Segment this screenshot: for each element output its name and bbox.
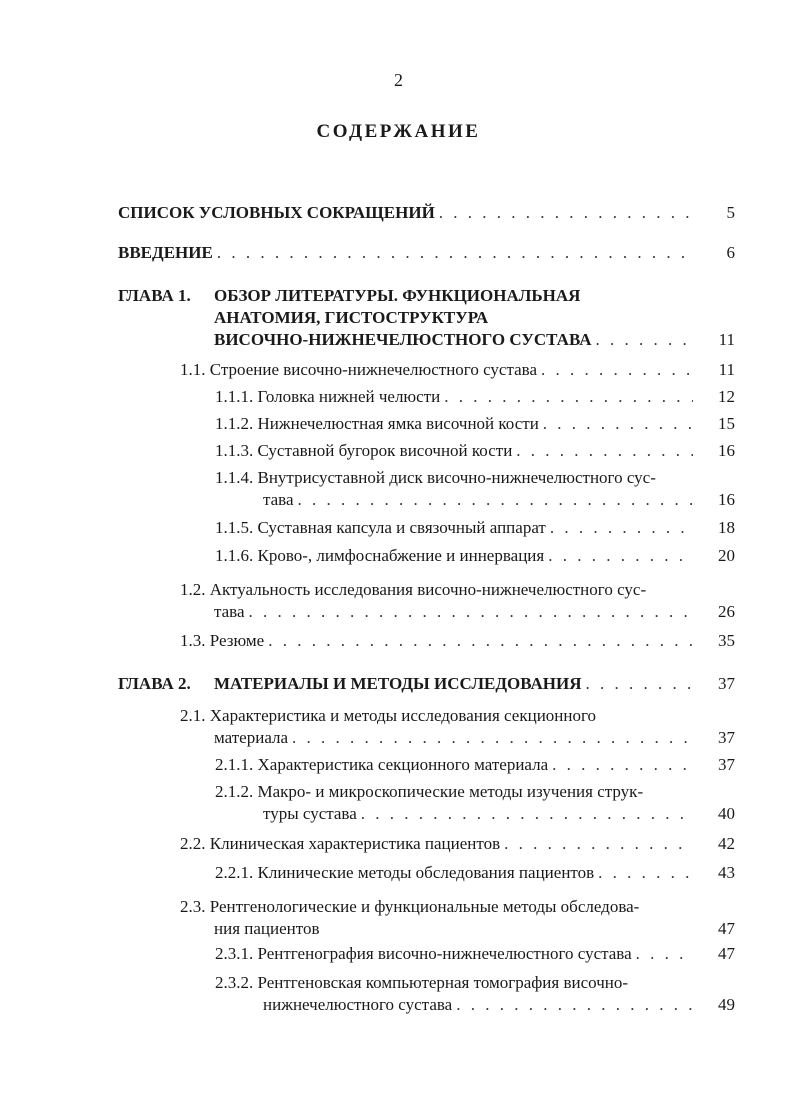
toc-page-number: 35	[718, 631, 735, 650]
toc-page-number: 47	[718, 944, 735, 963]
toc-entry-text: Клиническая характеристика пациентов	[209, 834, 501, 853]
toc-entry-text: Нижнечелюстная ямка височной кости	[257, 414, 539, 433]
leader-dots	[439, 202, 693, 224]
leader-dots	[516, 440, 693, 462]
toc-entry-1-1-1[interactable]	[215, 386, 735, 408]
toc-entry-text-line: туры сустава	[263, 804, 357, 823]
toc-page-number: 16	[718, 441, 735, 460]
leader-dots	[586, 673, 693, 695]
toc-entry-text: Строение височно-нижнечелюстного сустава	[209, 360, 537, 379]
toc-entry-1-1-2[interactable]	[215, 413, 735, 435]
leader-dots	[292, 727, 693, 749]
toc-page-number: 37	[718, 755, 735, 774]
toc-entry-text: СПИСОК УСЛОВНЫХ СОКРАЩЕНИЙ	[118, 203, 435, 222]
page-number: 2	[394, 70, 403, 90]
toc-entry-text-line: материала	[214, 728, 289, 747]
section-number: 2.1.1.	[215, 755, 254, 774]
toc-entry-text: Суставной бугорок височной кости	[257, 441, 513, 460]
section-number: 1.1.5.	[215, 518, 254, 537]
leader-dots	[361, 803, 693, 825]
toc-entry-1-1[interactable]	[180, 359, 735, 381]
leader-dots	[541, 359, 693, 381]
toc-page-number: 37	[718, 728, 735, 747]
toc-entry-introduction[interactable]	[118, 242, 735, 264]
toc-entry-text-line: ВИСОЧНО-НИЖНЕЧЕЛЮСТНОГО СУСТАВА	[214, 330, 592, 349]
toc-entry-text-line: Рентгеновская компьютерная томография височно-	[257, 973, 629, 992]
page-title: СОДЕРЖАНИЕ	[316, 121, 481, 142]
leader-dots	[504, 833, 693, 855]
toc-entry-2-1[interactable]	[180, 705, 735, 751]
leader-dots	[268, 630, 693, 652]
leader-dots	[249, 601, 693, 623]
toc-page-number: 5	[726, 203, 735, 222]
toc-page-number: 11	[718, 330, 735, 349]
section-number: 1.1.3.	[215, 441, 254, 460]
section-number: 1.1.1.	[215, 387, 254, 406]
section-number: 2.3.2.	[215, 973, 254, 992]
toc-page-number: 15	[718, 414, 735, 433]
leader-dots	[217, 242, 693, 264]
section-number: 1.2.	[180, 580, 206, 599]
leader-dots	[548, 545, 693, 567]
toc-entry-text: Головка нижней челюсти	[257, 387, 441, 406]
section-number: 1.1.4.	[215, 468, 254, 487]
toc-entry-text: Крово-, лимфоснабжение и иннервация	[257, 546, 545, 565]
section-number: 1.1.	[180, 360, 206, 379]
section-number: 1.3.	[180, 631, 206, 650]
leader-dots	[543, 413, 693, 435]
section-number: 2.3.1.	[215, 944, 254, 963]
toc-entry-text-line: АНАТОМИЯ, ГИСТОСТРУКТУРА	[214, 308, 489, 327]
toc-entry-text-line: нижнечелюстного сустава	[263, 995, 453, 1014]
toc-page-number: 37	[718, 674, 735, 693]
toc-page-number: 18	[718, 518, 735, 537]
toc-entry-2-3-1[interactable]	[215, 943, 735, 965]
section-number: 1.1.2.	[215, 414, 254, 433]
toc-entry-1-1-6[interactable]	[215, 545, 735, 567]
toc-entry-2-2-1[interactable]	[215, 862, 735, 884]
toc-entry-chapter-1[interactable]	[118, 285, 735, 351]
toc-entry-2-2[interactable]	[180, 833, 735, 855]
toc-entry-text-line: Рентгенологические и функциональные методы обследова-	[209, 897, 640, 916]
section-number: 2.3.	[180, 897, 206, 916]
section-number: 2.1.2.	[215, 782, 254, 801]
toc-entry-2-1-2[interactable]	[215, 781, 735, 827]
section-number: 2.2.	[180, 834, 206, 853]
section-number: 2.1.	[180, 706, 206, 725]
toc-entry-text-line: тава	[263, 490, 294, 509]
toc-entry-text: Резюме	[209, 631, 265, 650]
chapter-number: ГЛАВА 2.	[118, 674, 191, 693]
toc-entry-text: ВВЕДЕНИЕ	[118, 243, 213, 262]
toc-page-number: 16	[718, 490, 735, 509]
toc-entry-text-line: ния пациентов	[214, 919, 320, 938]
leader-dots	[444, 386, 693, 408]
toc-entry-text-line: Макро- и микроскопические методы изучения струк-	[257, 782, 644, 801]
toc-entry-text-line: ОБЗОР ЛИТЕРАТУРЫ. ФУНКЦИОНАЛЬНАЯ	[214, 286, 581, 305]
leader-dots	[552, 754, 693, 776]
toc-page-number: 20	[718, 546, 735, 565]
toc-entry-2-3-2[interactable]	[215, 972, 735, 1018]
toc-page-number: 40	[718, 804, 735, 823]
toc-entry-abbreviations[interactable]	[118, 202, 735, 224]
toc-entry-2-3[interactable]	[180, 896, 735, 942]
toc-entry-text-line: тава	[214, 602, 245, 621]
toc-entry-text: Клинические методы обследования пациентов	[257, 863, 595, 882]
toc-page-number: 6	[726, 243, 735, 262]
section-number: 1.1.6.	[215, 546, 254, 565]
toc-entry-text-line: Актуальность исследования височно-нижнечелюстного сус-	[209, 580, 647, 599]
leader-dots	[298, 489, 693, 511]
toc-entry-2-1-1[interactable]	[215, 754, 735, 776]
toc-page-number: 42	[718, 834, 735, 853]
toc-page-number: 47	[718, 919, 735, 938]
leader-dots	[596, 329, 694, 351]
leader-dots	[598, 862, 693, 884]
toc-entry-1-2[interactable]	[180, 579, 735, 625]
toc-page-number: 26	[718, 602, 735, 621]
leader-dots	[550, 517, 693, 539]
toc-entry-chapter-2[interactable]	[118, 673, 735, 695]
leader-dots	[456, 994, 693, 1016]
toc-entry-1-1-5[interactable]	[215, 517, 735, 539]
section-number: 2.2.1.	[215, 863, 254, 882]
toc-entry-1-1-3[interactable]	[215, 440, 735, 462]
toc-entry-text-line: Характеристика и методы исследования секционного	[209, 706, 597, 725]
toc-page-number: 11	[718, 360, 735, 379]
toc-entry-text: МАТЕРИАЛЫ И МЕТОДЫ ИССЛЕДОВАНИЯ	[214, 674, 582, 693]
chapter-number: ГЛАВА 1.	[118, 286, 191, 305]
toc-page-number: 49	[718, 995, 735, 1014]
toc-entry-text: Характеристика секционного материала	[257, 755, 549, 774]
toc-entry-text-line: Внутрисуставной диск височно-нижнечелюстного сус-	[257, 468, 656, 487]
toc-entry-text: Рентгенография височно-нижнечелюстного сустава	[257, 944, 632, 963]
toc-page-number: 43	[718, 863, 735, 882]
toc-entry-text: Суставная капсула и связочный аппарат	[257, 518, 546, 537]
leader-dots	[636, 943, 693, 965]
toc-page-number: 12	[718, 387, 735, 406]
toc-entry-1-1-4[interactable]	[215, 467, 735, 513]
toc-entry-1-3[interactable]	[180, 630, 735, 652]
